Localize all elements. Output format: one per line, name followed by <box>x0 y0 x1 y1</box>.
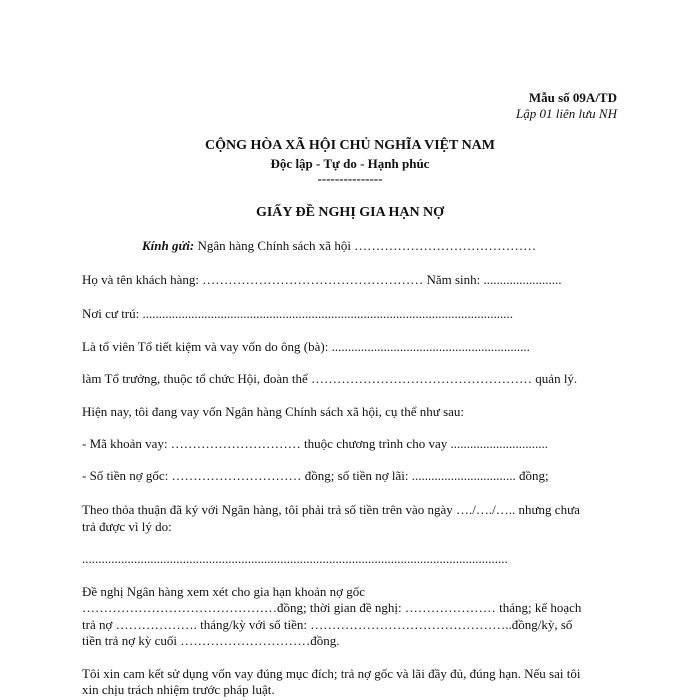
commitment-line-2: xin chịu trách nhiệm trước pháp luật. <box>82 682 275 697</box>
loan-amount-line: - Số tiền nợ gốc: ………………………… đồng; số tiền nợ lãi: ................................ đồng; <box>82 468 549 483</box>
group-member-line: Là tổ viên Tổ tiết kiệm và vay vốn do ông (bà): ............................................................. <box>82 339 530 354</box>
form-code: Mẫu số 09A/TD <box>528 90 617 105</box>
residence-line: Nơi cư trú: .................................................................................................................. <box>82 306 513 321</box>
current-loan-line: Hiện nay, tôi đang vay vốn Ngân hàng Chính sách xã hội, cụ thể như sau: <box>82 404 465 419</box>
reason-line: ................................................................................................................................... <box>82 551 508 566</box>
request-line-3: trả nợ ………………. tháng/kỳ với số tiền: ………………………………………..đồng/kỳ, số <box>82 617 573 632</box>
motto-separator: --------------- <box>317 171 383 186</box>
agreement-line-1: Theo thỏa thuận đã ký với Ngân hàng, tôi phải trả số tiền trên vào ngày …./…./….. nhưng chưa <box>82 502 580 517</box>
addressee-value: Ngân hàng Chính sách xã hội …………………………………… <box>194 238 537 253</box>
commitment-line-1: Tôi xin cam kết sử dụng vốn vay đúng mục đích; trả nợ gốc và lãi đầy đủ, đúng hạn. Nếu sai tôi <box>82 666 581 681</box>
request-line-4: tiền trả nợ kỳ cuối …………………………đồng. <box>82 633 340 648</box>
national-motto: Độc lập - Tự do - Hạnh phúc <box>270 156 430 171</box>
request-line-2: ………………………………………đồng; thời gian đề nghị: ………………… tháng; kế hoạch <box>82 600 582 615</box>
agreement-line-2: trả được vì lý do: <box>82 519 172 534</box>
customer-name-line: Họ và tên khách hàng: …………………………………………… Năm sinh: ........................ <box>82 272 562 287</box>
addressee-line <box>142 238 536 254</box>
request-line-1: Đề nghị Ngân hàng xem xét cho gia hạn khoản nợ gốc <box>82 584 366 599</box>
group-leader-line: làm Tổ trưởng, thuộc tổ chức Hội, đoàn thể …………………………………………… quản lý. <box>82 371 578 386</box>
country-name: CỘNG HÒA XÃ HỘI CHỦ NGHĨA VIỆT NAM <box>204 138 495 153</box>
addressee-label: Kính gửi: <box>142 238 195 253</box>
copies-note: Lập 01 liên lưu NH <box>516 106 617 121</box>
loan-code-line: - Mã khoản vay: ………………………… thuộc chương trình cho vay .............................. <box>82 436 548 451</box>
document-title: GIẤY ĐỀ NGHỊ GIA HẠN NỢ <box>255 205 445 220</box>
